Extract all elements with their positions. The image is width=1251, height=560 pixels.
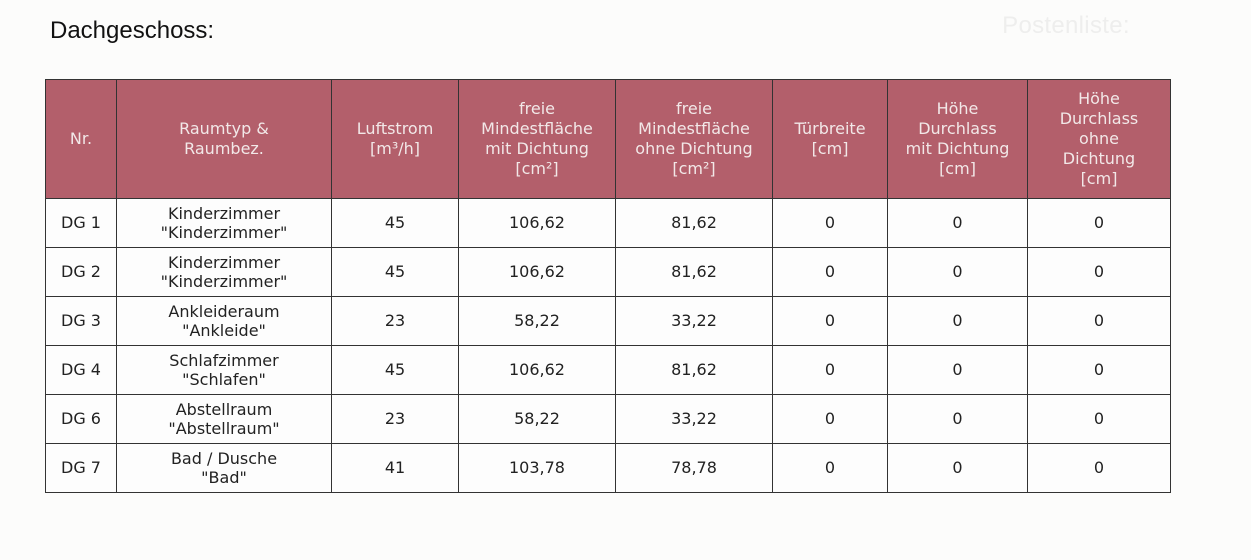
ventilation-table — [45, 79, 1171, 493]
cell-nr: DG 2 — [46, 248, 117, 297]
table-header — [46, 80, 1171, 199]
header-line: [m³/h] — [369, 139, 420, 158]
cell-room — [117, 248, 332, 297]
cell-tuerbreite: 0 — [773, 248, 888, 297]
cell-luftstrom: 45 — [332, 248, 459, 297]
table-row — [46, 346, 1171, 395]
header-hoehe-mit — [888, 80, 1028, 199]
cell-hoehe-ohne: 0 — [1028, 395, 1171, 444]
faded-background-heading: Postenliste: — [1002, 12, 1130, 39]
room-name: "Ankleide" — [182, 321, 266, 340]
room-name: "Bad" — [201, 468, 247, 487]
room-type: Schlafzimmer — [169, 351, 279, 370]
header-line: mit Dichtung — [485, 139, 589, 158]
header-line: ohne Dichtung — [635, 139, 753, 158]
table-row — [46, 444, 1171, 493]
cell-room — [117, 346, 332, 395]
cell-flaeche-ohne: 78,78 — [616, 444, 773, 493]
header-luftstrom — [332, 80, 459, 199]
cell-hoehe-mit: 0 — [888, 297, 1028, 346]
header-line: Dichtung — [1062, 149, 1136, 168]
header-hoehe-ohne — [1028, 80, 1171, 199]
cell-tuerbreite: 0 — [773, 346, 888, 395]
cell-luftstrom: 23 — [332, 395, 459, 444]
table-body — [46, 199, 1171, 493]
cell-flaeche-mit: 103,78 — [459, 444, 616, 493]
header-line: Mindestfläche — [638, 119, 750, 138]
room-name: "Kinderzimmer" — [160, 272, 288, 291]
header-nr — [46, 80, 117, 199]
cell-flaeche-mit: 106,62 — [459, 199, 616, 248]
cell-flaeche-ohne: 33,22 — [616, 395, 773, 444]
header-line: freie — [676, 99, 712, 118]
section-title: Dachgeschoss: — [50, 17, 215, 44]
header-line: Mindestfläche — [481, 119, 593, 138]
cell-room — [117, 444, 332, 493]
cell-hoehe-mit: 0 — [888, 395, 1028, 444]
cell-tuerbreite: 0 — [773, 199, 888, 248]
cell-nr: DG 7 — [46, 444, 117, 493]
cell-tuerbreite: 0 — [773, 395, 888, 444]
cell-hoehe-ohne: 0 — [1028, 199, 1171, 248]
cell-flaeche-mit: 58,22 — [459, 395, 616, 444]
header-raumtyp — [117, 80, 332, 199]
cell-flaeche-ohne: 81,62 — [616, 346, 773, 395]
header-line: Raumbez. — [184, 139, 264, 158]
cell-nr: DG 6 — [46, 395, 117, 444]
header-line: [cm²] — [515, 159, 559, 178]
room-type: Bad / Dusche — [170, 449, 278, 468]
header-line: Höhe — [1078, 89, 1120, 108]
room-name: "Abstellraum" — [168, 419, 280, 438]
header-line: freie — [519, 99, 555, 118]
header-line: Luftstrom — [356, 119, 434, 138]
table-row — [46, 248, 1171, 297]
cell-luftstrom: 45 — [332, 199, 459, 248]
table-row — [46, 395, 1171, 444]
header-row — [46, 80, 1171, 199]
room-name: "Kinderzimmer" — [160, 223, 288, 242]
cell-nr: DG 4 — [46, 346, 117, 395]
cell-flaeche-ohne: 33,22 — [616, 297, 773, 346]
header-line: Durchlass — [1059, 109, 1139, 128]
header-flaeche-mit — [459, 80, 616, 199]
header-line: Raumtyp & — [179, 119, 269, 138]
cell-tuerbreite: 0 — [773, 297, 888, 346]
cell-room — [117, 395, 332, 444]
header-flaeche-ohne — [616, 80, 773, 199]
cell-flaeche-mit: 58,22 — [459, 297, 616, 346]
header-line: [cm] — [1080, 169, 1118, 188]
cell-luftstrom: 23 — [332, 297, 459, 346]
cell-room — [117, 199, 332, 248]
cell-luftstrom: 41 — [332, 444, 459, 493]
header-line: [cm] — [811, 139, 849, 158]
cell-hoehe-mit: 0 — [888, 199, 1028, 248]
header-line: Nr. — [69, 129, 93, 148]
room-type: Ankleideraum — [168, 302, 280, 321]
cell-hoehe-ohne: 0 — [1028, 346, 1171, 395]
cell-flaeche-mit: 106,62 — [459, 248, 616, 297]
table-row — [46, 199, 1171, 248]
room-name: "Schlafen" — [182, 370, 266, 389]
cell-tuerbreite: 0 — [773, 444, 888, 493]
header-line: Höhe — [936, 99, 979, 118]
cell-nr: DG 3 — [46, 297, 117, 346]
table-row — [46, 297, 1171, 346]
cell-nr: DG 1 — [46, 199, 117, 248]
room-type: Abstellraum — [175, 400, 273, 419]
room-type: Kinderzimmer — [167, 204, 281, 223]
cell-hoehe-mit: 0 — [888, 248, 1028, 297]
header-line: [cm] — [939, 159, 976, 178]
header-line: ohne — [1079, 129, 1119, 148]
header-line: mit Dichtung — [905, 139, 1010, 158]
header-line: [cm²] — [672, 159, 716, 178]
cell-hoehe-mit: 0 — [888, 346, 1028, 395]
cell-flaeche-ohne: 81,62 — [616, 248, 773, 297]
cell-hoehe-ohne: 0 — [1028, 248, 1171, 297]
cell-flaeche-mit: 106,62 — [459, 346, 616, 395]
header-line: Durchlass — [918, 119, 997, 138]
cell-hoehe-mit: 0 — [888, 444, 1028, 493]
cell-hoehe-ohne: 0 — [1028, 444, 1171, 493]
cell-hoehe-ohne: 0 — [1028, 297, 1171, 346]
header-line: Türbreite — [794, 119, 866, 138]
room-type: Kinderzimmer — [167, 253, 281, 272]
header-tuerbreite — [773, 80, 888, 199]
cell-flaeche-ohne: 81,62 — [616, 199, 773, 248]
cell-room — [117, 297, 332, 346]
cell-luftstrom: 45 — [332, 346, 459, 395]
